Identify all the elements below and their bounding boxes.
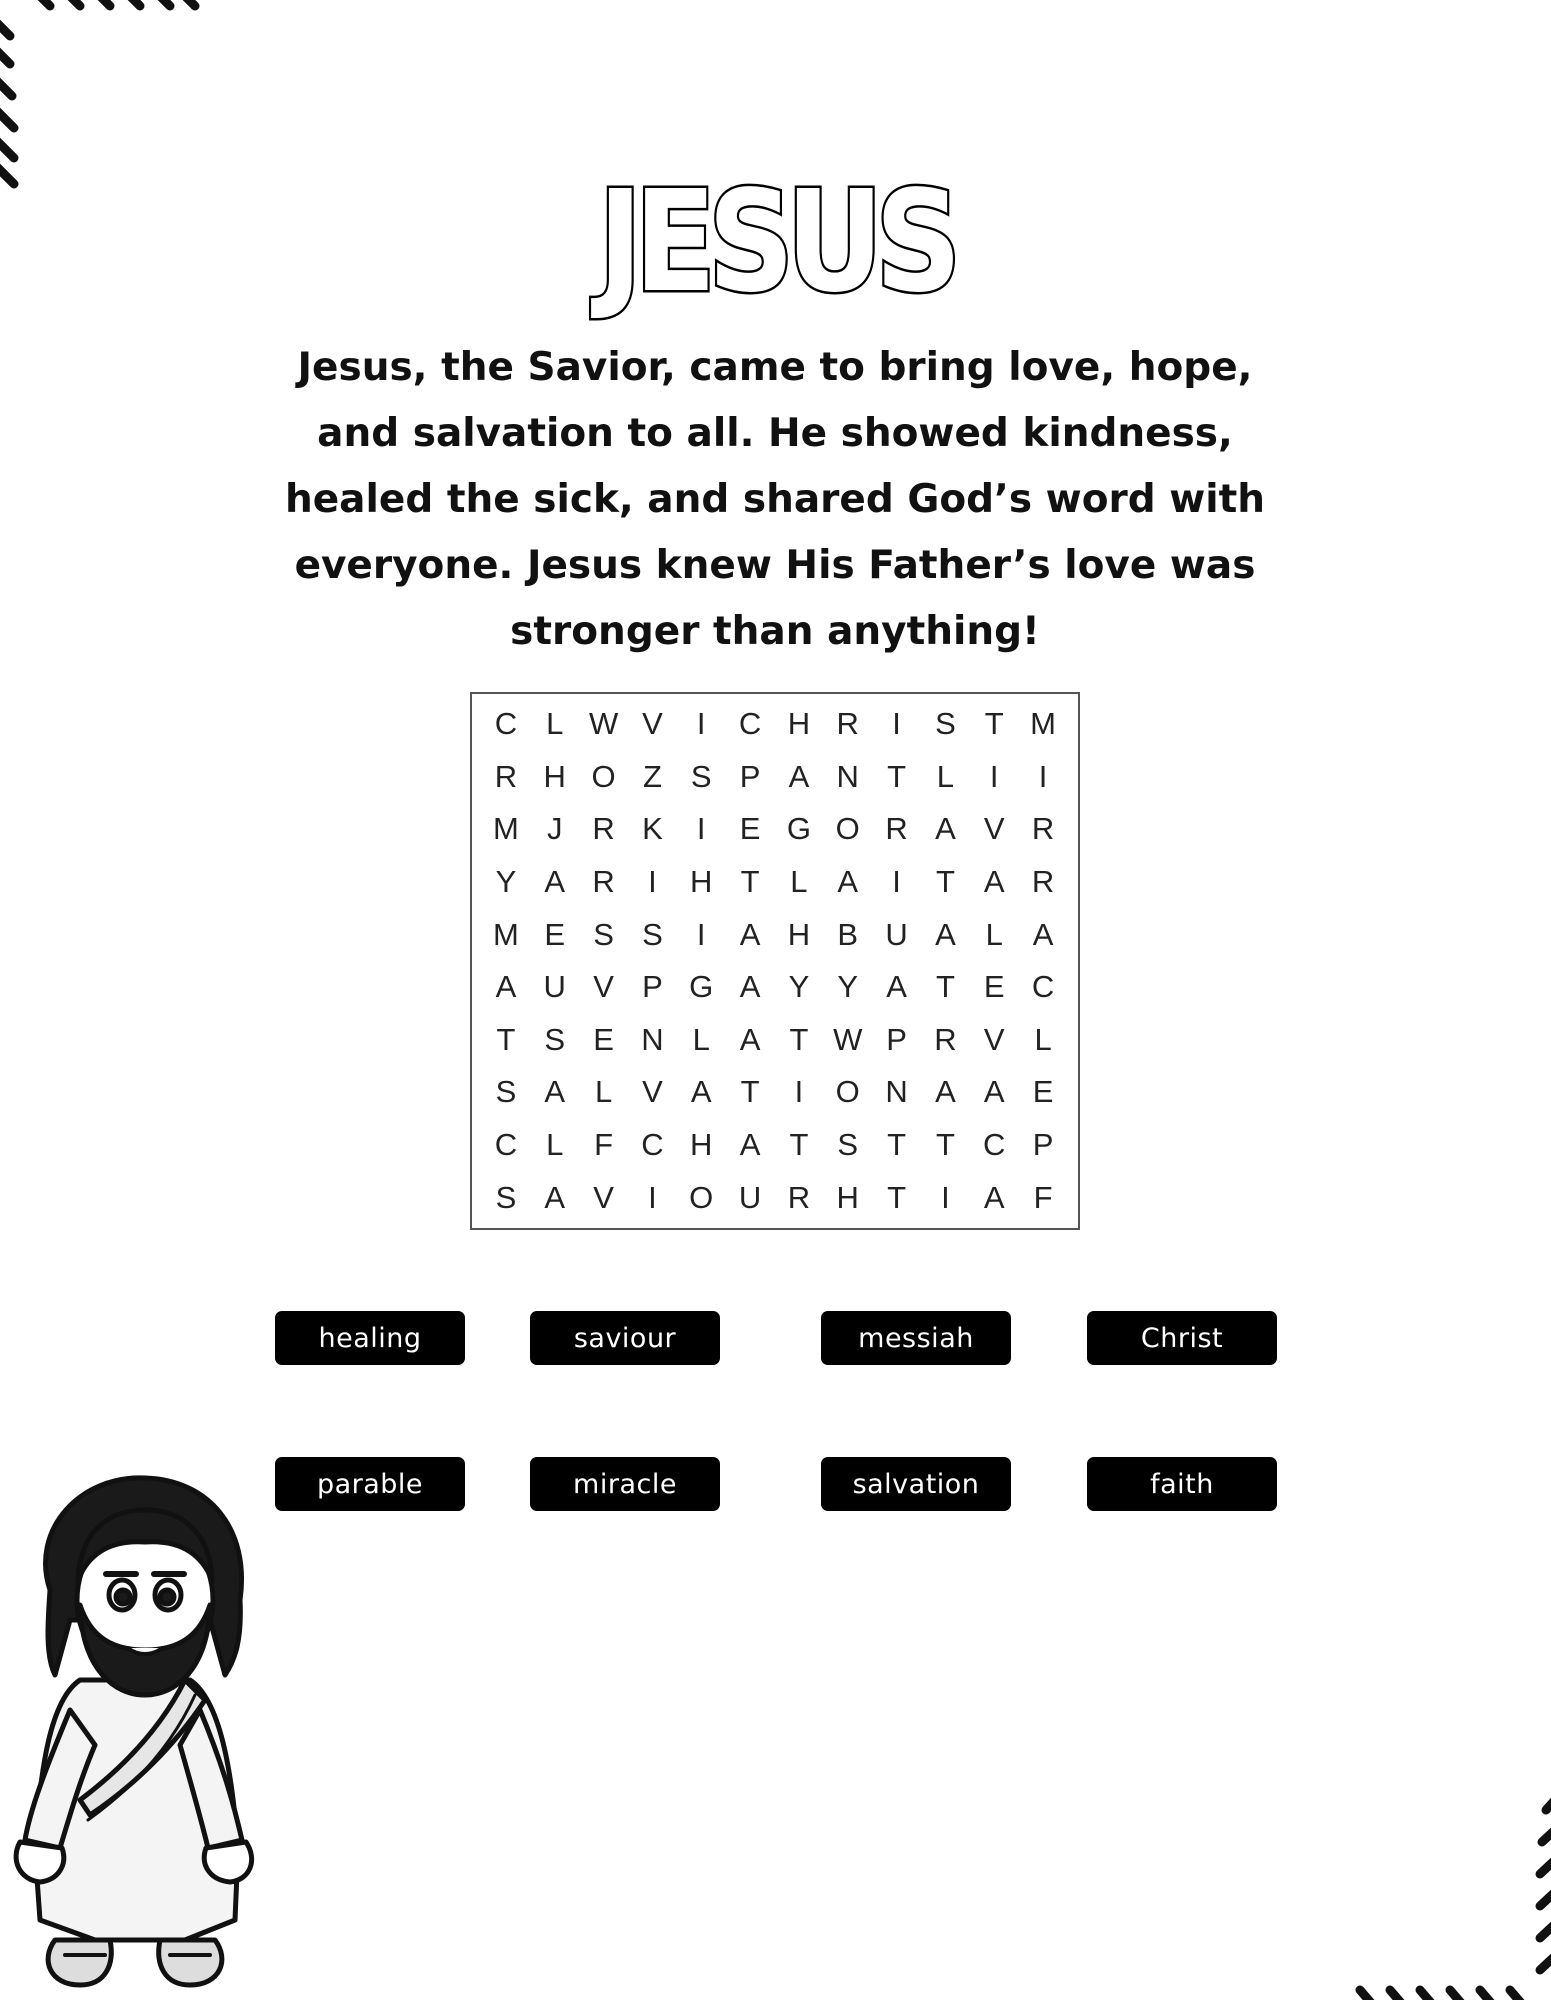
grid-letter[interactable]: S: [690, 758, 713, 794]
grid-letter[interactable]: R: [494, 758, 519, 794]
grid-letter[interactable]: T: [496, 1021, 517, 1057]
grid-letter[interactable]: L: [546, 706, 565, 742]
grid-letter[interactable]: I: [794, 1074, 805, 1110]
grid-letter[interactable]: Z: [642, 758, 663, 794]
grid-letter[interactable]: L: [790, 864, 809, 900]
grid-letter[interactable]: A: [935, 811, 957, 847]
grid-letter[interactable]: I: [941, 1179, 951, 1215]
grid-letter[interactable]: G: [689, 969, 715, 1005]
grid-letter[interactable]: H: [690, 1127, 714, 1163]
grid-letter[interactable]: E: [739, 811, 762, 847]
grid-letter[interactable]: T: [740, 1074, 761, 1110]
grid-letter[interactable]: N: [641, 1021, 665, 1057]
grid-letter[interactable]: S: [495, 1074, 518, 1110]
grid-letter[interactable]: L: [1034, 1021, 1053, 1057]
grid-letter[interactable]: H: [836, 1179, 860, 1215]
grid-letter[interactable]: L: [546, 1127, 565, 1163]
grid-letter[interactable]: T: [935, 1127, 956, 1163]
grid-letter[interactable]: E: [983, 969, 1006, 1005]
grid-letter[interactable]: I: [696, 706, 707, 742]
grid-letter[interactable]: N: [885, 1074, 909, 1110]
grid-letter[interactable]: L: [936, 758, 956, 794]
word-search-grid: [470, 692, 1080, 1230]
grid-letter[interactable]: A: [690, 1074, 713, 1110]
grid-letter[interactable]: H: [787, 706, 812, 742]
word-bank-item: messiah: [821, 1311, 1011, 1365]
word-bank-item: healing: [275, 1311, 465, 1365]
word-bank-item: parable: [275, 1457, 465, 1511]
grid-letter[interactable]: P: [642, 969, 664, 1005]
grid-letter[interactable]: Y: [495, 864, 518, 900]
grid-letter[interactable]: Y: [788, 969, 811, 1005]
grid-letter[interactable]: O: [835, 811, 861, 847]
grid-letter[interactable]: T: [935, 969, 956, 1005]
grid-letter[interactable]: A: [495, 969, 518, 1005]
grid-letter[interactable]: E: [593, 1021, 615, 1057]
grid-letter[interactable]: P: [886, 1021, 908, 1057]
grid-letter[interactable]: M: [493, 811, 520, 847]
grid-letter[interactable]: L: [985, 916, 1004, 952]
grid-letter[interactable]: R: [592, 811, 616, 847]
grid-letter[interactable]: I: [892, 706, 902, 742]
grid-letter[interactable]: S: [495, 1179, 518, 1215]
grid-letter[interactable]: I: [989, 758, 1000, 794]
word-bank-item: faith: [1087, 1457, 1277, 1511]
grid-letter[interactable]: A: [935, 916, 957, 952]
grid-letter[interactable]: A: [983, 1074, 1006, 1110]
grid-letter[interactable]: B: [837, 916, 860, 952]
grid-letter[interactable]: I: [696, 811, 707, 847]
grid-letter[interactable]: T: [887, 1179, 908, 1215]
grid-letter[interactable]: A: [983, 864, 1006, 900]
grid-letter[interactable]: A: [983, 1179, 1006, 1215]
grid-letter[interactable]: C: [983, 1127, 1007, 1163]
grid-letter[interactable]: V: [593, 1179, 615, 1215]
grid-letter[interactable]: K: [642, 811, 664, 847]
grid-letter[interactable]: R: [592, 864, 616, 900]
grid-letter[interactable]: V: [983, 1021, 1006, 1057]
grid-letter[interactable]: A: [544, 1074, 567, 1110]
grid-letter[interactable]: H: [543, 758, 567, 794]
grid-letter[interactable]: M: [493, 916, 520, 952]
grid-letter[interactable]: L: [692, 1021, 711, 1057]
grid-letter[interactable]: R: [934, 1021, 958, 1057]
grid-letter[interactable]: S: [837, 1127, 860, 1163]
grid-letter[interactable]: T: [935, 864, 956, 900]
grid-letter[interactable]: T: [789, 1021, 810, 1057]
grid-letter[interactable]: U: [885, 916, 909, 952]
grid-letter[interactable]: I: [696, 916, 707, 952]
grid-letter[interactable]: R: [1031, 811, 1056, 847]
grid-letter[interactable]: V: [642, 1074, 664, 1110]
corner-decoration-bottom-right: [1340, 1790, 1551, 2000]
word-bank-item: salvation: [821, 1457, 1011, 1511]
grid-letter[interactable]: A: [837, 864, 860, 900]
grid-letter[interactable]: Y: [837, 969, 860, 1005]
grid-letter[interactable]: U: [543, 969, 567, 1005]
grid-letter[interactable]: A: [739, 1127, 762, 1163]
grid-letter[interactable]: C: [494, 1127, 519, 1163]
jesus-cartoon-illustration: [10, 1470, 260, 2000]
grid-letter[interactable]: I: [1038, 758, 1049, 794]
grid-letter[interactable]: U: [738, 1179, 763, 1215]
grid-letter[interactable]: G: [786, 811, 812, 847]
grid-letter[interactable]: A: [739, 969, 762, 1005]
grid-letter[interactable]: T: [984, 706, 1005, 742]
word-bank-item: Christ: [1087, 1311, 1277, 1365]
grid-letter[interactable]: A: [544, 1179, 567, 1215]
grid-letter[interactable]: A: [1032, 916, 1055, 952]
intro-paragraph: Jesus, the Savior, came to bring love, hope, and salvation to all. He showed kindness, healed the sick, and shared God’s word with everyone. Jesus knew His Father’s love was stronger than anything!: [284, 345, 1266, 654]
grid-letter[interactable]: T: [740, 864, 761, 900]
grid-letter[interactable]: O: [591, 758, 617, 794]
grid-letter[interactable]: N: [836, 758, 860, 794]
grid-letter[interactable]: I: [648, 864, 658, 900]
grid-letter[interactable]: E: [1032, 1074, 1055, 1110]
grid-letter[interactable]: C: [641, 1127, 665, 1163]
grid-letter[interactable]: R: [1031, 864, 1056, 900]
grid-letter[interactable]: W: [833, 1021, 864, 1057]
word-bank-item: saviour: [530, 1311, 720, 1365]
grid-letter[interactable]: A: [788, 758, 811, 794]
grid-letter[interactable]: C: [494, 706, 519, 742]
grid-letter[interactable]: S: [642, 916, 664, 952]
grid-letter[interactable]: R: [787, 1179, 812, 1215]
grid-letter[interactable]: M: [1030, 706, 1057, 742]
grid-letter[interactable]: I: [892, 864, 902, 900]
grid-letter[interactable]: A: [544, 864, 567, 900]
grid-letter[interactable]: A: [886, 969, 908, 1005]
grid-letter[interactable]: V: [983, 811, 1006, 847]
grid-letter[interactable]: R: [836, 706, 860, 742]
grid-letter[interactable]: E: [544, 916, 567, 952]
grid-letter[interactable]: S: [544, 1021, 567, 1057]
grid-letter[interactable]: W: [588, 706, 620, 742]
grid-letter[interactable]: O: [689, 1179, 715, 1215]
grid-letter[interactable]: R: [885, 811, 909, 847]
grid-letter[interactable]: F: [1033, 1179, 1054, 1215]
grid-letter[interactable]: L: [594, 1074, 614, 1110]
grid-letter[interactable]: T: [887, 1127, 908, 1163]
grid-letter[interactable]: O: [835, 1074, 861, 1110]
page-title: JESUS: [597, 161, 954, 324]
grid-letter[interactable]: A: [935, 1074, 957, 1110]
grid-letter[interactable]: H: [787, 916, 812, 952]
grid-letter[interactable]: C: [738, 706, 763, 742]
grid-letter[interactable]: V: [593, 969, 615, 1005]
grid-letter[interactable]: J: [546, 811, 564, 847]
grid-letter[interactable]: A: [739, 916, 762, 952]
grid-letter[interactable]: I: [648, 1179, 658, 1215]
grid-letter[interactable]: T: [887, 758, 908, 794]
grid-letter[interactable]: S: [593, 916, 615, 952]
grid-letter[interactable]: T: [789, 1127, 810, 1163]
grid-letter[interactable]: P: [1032, 1127, 1055, 1163]
word-bank-item: miracle: [530, 1457, 720, 1511]
grid-letter[interactable]: S: [935, 706, 957, 742]
grid-letter[interactable]: P: [739, 758, 762, 794]
grid-letter[interactable]: H: [690, 864, 714, 900]
grid-letter[interactable]: V: [642, 706, 664, 742]
grid-letter[interactable]: F: [594, 1127, 615, 1163]
grid-letter[interactable]: A: [739, 1021, 762, 1057]
grid-letter[interactable]: C: [1031, 969, 1056, 1005]
